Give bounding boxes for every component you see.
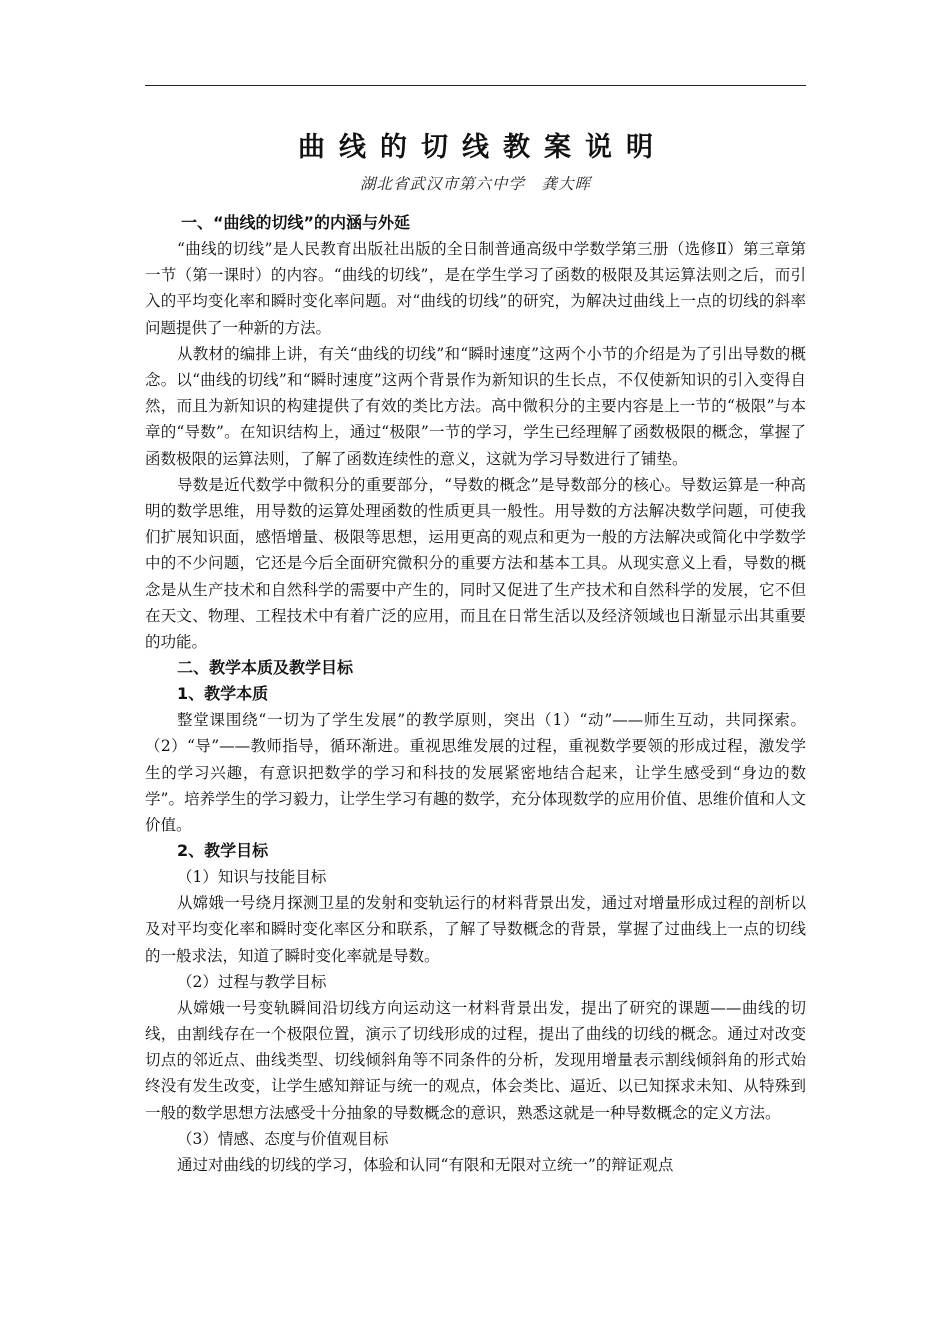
paragraph-2: 从教材的编排上讲，有关“曲线的切线”和“瞬时速度”这两个小节的介绍是为了引出导数的概念。以“曲线的切线”和“瞬时速度”这两个背景作为新知识的生长点，不仅使新知识的引入变得自然，而且为新知识的构建提供了有效的类比方法。高中微积分的主要内容是上一节的“极限”与本章的“导数”。在知识结构上，通过“极限”一节的学习，学生已经理解了函数极限的概念，掌握了函数极限的运算法则，了解了函数连续性的意义，这就为学习导数进行了铺垫。 (145, 344, 806, 468)
section-heading-2: 二、教学本质及教学目标 (177, 658, 354, 678)
section-heading-1: 一、“曲线的切线”的内涵与外延 (181, 213, 411, 232)
subsection-heading-teaching-essence: 1、教学本质 (177, 684, 269, 704)
paragraph-7: 通过对曲线的切线的学习，体验和认同“有限和无限对立统一”的辩证观点 (177, 1155, 674, 1174)
document-body (145, 128, 806, 1178)
document-title: 曲线的切线教案说明 (298, 132, 667, 163)
goal-heading-process: （2）过程与教学目标 (177, 972, 327, 991)
paragraph-6: 从嫦娥一号变轨瞬间沿切线方向运动这一材料背景出发，提出了研究的课题——曲线的切线，由割线存在一个极限位置，演示了切线形成的过程，提出了曲线的切线的概念。通过对改变切点的邻近点、曲线类型、切线倾斜角等不同条件的分析，发现用增量表示割线倾斜角的形式始终没有发生改变，让学生感知辩证与统一的观点，体会类比、逼近、以已知探求未知、从特殊到一般的数学思想方法感受十分抽象的导数概念的意识，熟悉这就是一种导数概念的定义方法。 (145, 998, 806, 1122)
header-rule (145, 85, 806, 86)
paragraph-4: 整堂课围绕“一切为了学生发展”的教学原则，突出（1）“动”——师生互动，共同探索。（2）“导”——教师指导，循环渐进。重视思维发展的过程，重视数学要领的形成过程，激发学生的学习兴趣，有意识把数学的学习和科技的发展紧密地结合起来，让学生感受到“身边的数学”。培养学生的学习毅力，让学生学习有趣的数学，充分体现数学的应用价值、思维价值和人文价值。 (145, 711, 806, 835)
author-byline: 湖北省武汉市第六中学 龚大晖 (359, 175, 591, 193)
goal-heading-knowledge: （1）知识与技能目标 (177, 868, 327, 887)
paragraph-3: 导数是近代数学中微积分的重要部分，“导数的概念”是导数部分的核心。导数运算是一种高明的数学思维，用导数的运算处理函数的性质更具一般性。用导数的方法解决数学问题，可使我们扩展知识面，感悟增量、极限等思想，运用更高的观点和更为一般的方法解决或简化中学数学中的不少问题，它还是今后全面研究微积分的重要方法和基本工具。从现实意义上看，导数的概念是从生产技术和自然科学的需要中产生的，同时又促进了生产技术和自然科学的发展，它不但在天文、物理、工程技术中有着广泛的应用，而且在日常生活以及经济领域也日渐显示出其重要的功能。 (145, 475, 806, 652)
subsection-heading-teaching-goals: 2、教学目标 (177, 841, 269, 861)
paragraph-5: 从嫦娥一号绕月探测卫星的发射和变轨运行的材料背景出发，通过对增量形成过程的剖析以及对平均变化率和瞬时变化率区分和联系，了解了导数概念的背景，掌握了过曲线上一点的切线的一般求法，知道了瞬时变化率就是导数。 (145, 894, 806, 965)
goal-heading-emotion: （3）情感、态度与价值观目标 (177, 1129, 389, 1148)
paragraph-1: “曲线的切线”是人民教育出版社出版的全日制普通高级中学数学第三册（选修Ⅱ）第三章第一节（第一课时）的内容。“曲线的切线”，是在学生学习了函数的极限及其运算法则之后，而引入的平均变化率和瞬时变化率问题。对“曲线的切线”的研究，为解决过曲线上一点的切线的斜率问题提供了一种新的方法。 (145, 240, 806, 337)
